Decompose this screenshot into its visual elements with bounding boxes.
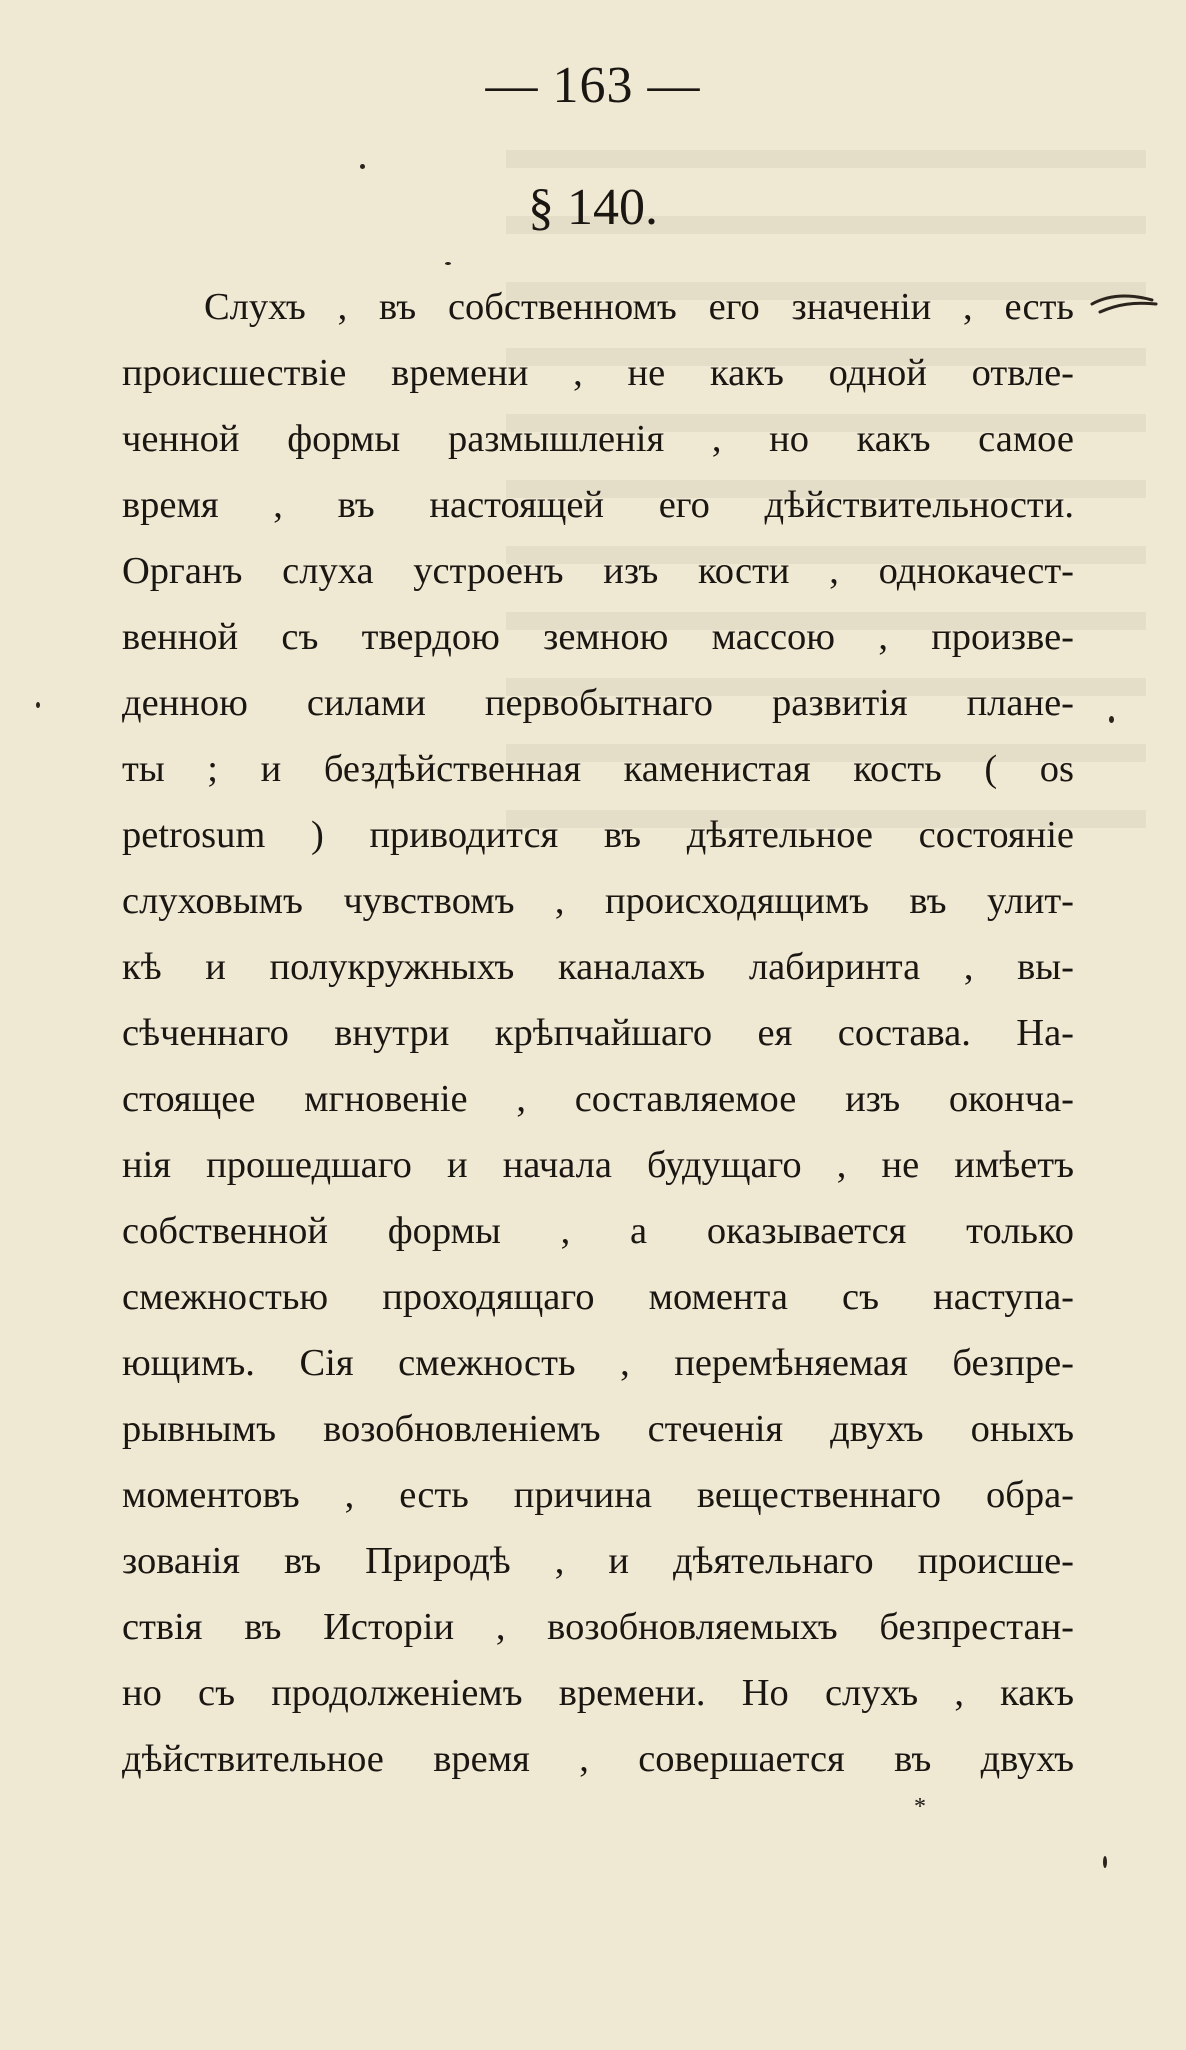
text-line: время , въ настоящей его дѣйствительности.: [122, 484, 1074, 526]
text-line: но съ продолженiемъ времени. Но слухъ , какъ: [122, 1672, 1074, 1714]
text-line: зованiя въ Природѣ , и дѣятельнаго происше-: [122, 1540, 1074, 1582]
text-line: ты ; и бездѣйственная каменистая кость ( os: [122, 748, 1074, 790]
margin-pencil-mark: [1090, 290, 1160, 320]
text-line: нiя прошедшаго и начала будущаго , не имѣетъ: [122, 1144, 1074, 1186]
ink-speck: [36, 702, 40, 708]
text-line: Слухъ , въ собственномъ его значенiи , есть: [204, 286, 1074, 328]
text-line: petrosum ) приводится въ дѣятельное состоянiе: [122, 814, 1074, 856]
text-line: сѣченнаго внутри крѣпчайшаго ея состава. На-: [122, 1012, 1074, 1054]
text-line: слуховымъ чувствомъ , происходящимъ въ улит-: [122, 880, 1074, 922]
ink-speck: [445, 262, 451, 265]
page-number-header: — 163 —: [485, 57, 701, 114]
signature-mark: *: [914, 1794, 926, 1820]
section-heading: § 140.: [528, 179, 658, 236]
text-line: ченной формы размышленiя , но какъ самое: [122, 418, 1074, 460]
text-line: происшествiе времени , не какъ одной отвле-: [122, 352, 1074, 394]
ink-speck: [1103, 1856, 1107, 1868]
text-line: моментовъ , есть причина вещественнаго обра-: [122, 1474, 1074, 1516]
text-line: собственной формы , а оказывается только: [122, 1210, 1074, 1252]
body-text: [122, 274, 1074, 1792]
text-line: дѣйствительное время , совершается въ двухъ: [122, 1738, 1074, 1780]
text-line: кѣ и полукружныхъ каналахъ лабиринта , вы-: [122, 946, 1074, 988]
text-line: смежностью проходящаго момента съ наступа-: [122, 1276, 1074, 1318]
ink-speck: [1109, 716, 1114, 723]
text-line: Органъ слуха устроенъ изъ кости , однокачест-: [122, 550, 1074, 592]
text-line: венной съ твердою земною массою , произве-: [122, 616, 1074, 658]
text-line: ствiя въ Исторiи , возобновляемыхъ безпрестан-: [122, 1606, 1074, 1648]
text-line: ющимъ. Сiя смежность , перемѣняемая безпре-: [122, 1342, 1074, 1384]
text-line: рывнымъ возобновленiемъ стеченiя двухъ оныхъ: [122, 1408, 1074, 1450]
ink-speck: [360, 164, 365, 169]
text-line: стоящее мгновенiе , составляемое изъ оконча-: [122, 1078, 1074, 1120]
text-line: денною силами первобытнаго развитiя плане-: [122, 682, 1074, 724]
